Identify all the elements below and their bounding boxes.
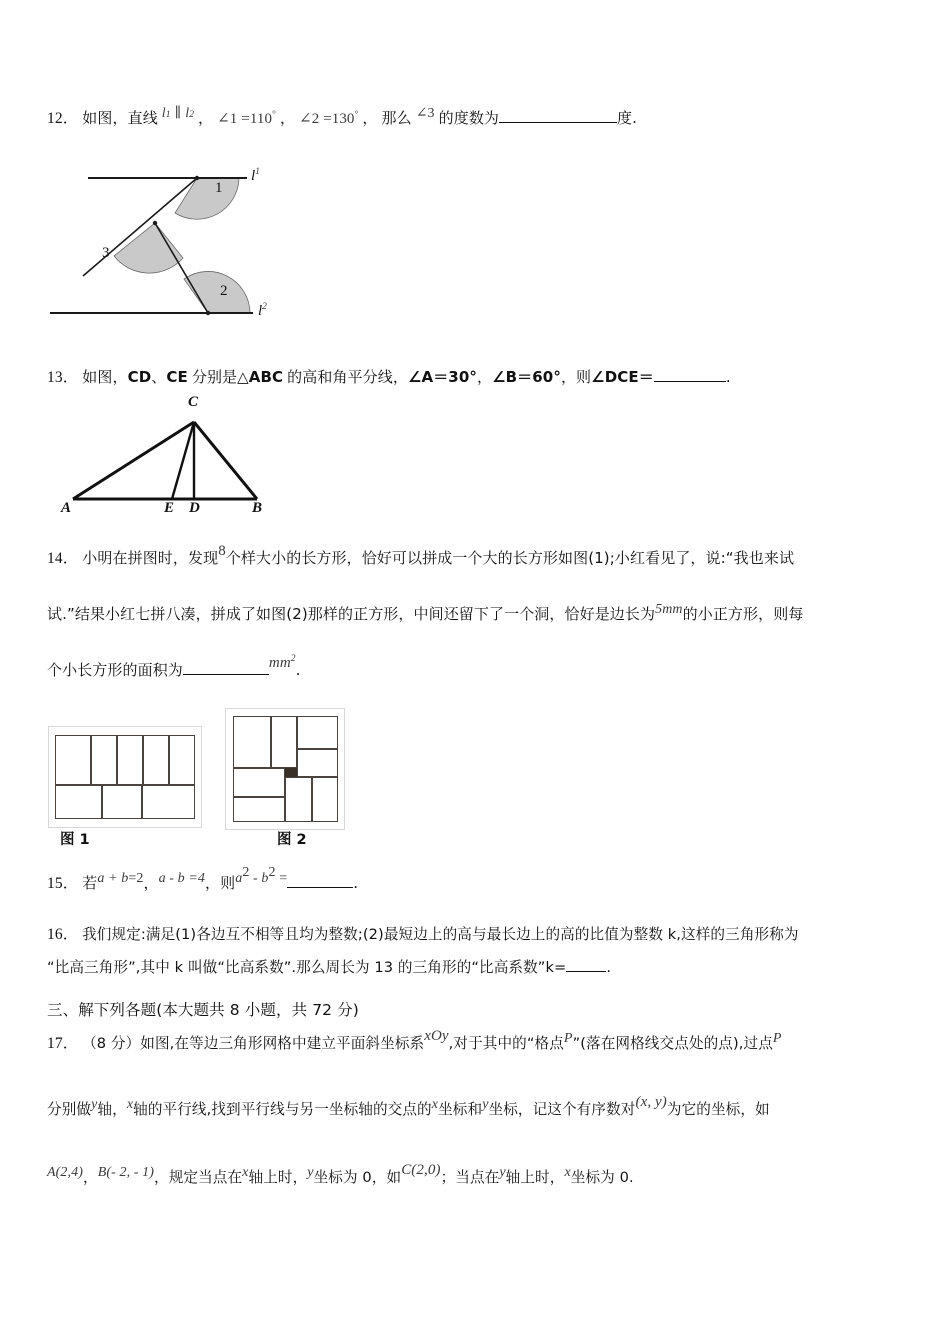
question-16-line-1	[47, 925, 799, 946]
question-14-line-1	[47, 543, 795, 570]
q14-number-label: 14．	[47, 550, 79, 567]
q12-unit: 度.	[617, 109, 637, 127]
q17-line2-part-d: 坐标和	[438, 1101, 483, 1118]
question-14-line-3	[47, 653, 301, 682]
q13-triangle-abc: △ABC	[237, 368, 284, 386]
q13-angle-a: ∠A＝30°	[407, 368, 477, 386]
vertex-label-b: B	[252, 500, 263, 516]
q17-line1-part-a: 如图,在等边三角形网格中建立平面斜坐标系	[140, 1035, 425, 1052]
q14-line3-part-b: .	[295, 661, 301, 679]
question-16-line-2	[47, 958, 611, 979]
fig2-cell-8	[312, 777, 338, 822]
q15-expression-1-lhs: a + b	[97, 871, 129, 887]
q17-point-p-2: P	[772, 1031, 782, 1046]
q17-line2-part-f: 为它的坐标，如	[666, 1101, 770, 1118]
q16-number-label: 16．	[47, 926, 79, 943]
q17-axis-y-1: y	[91, 1097, 98, 1112]
q12-line2-sub: 2	[189, 109, 195, 120]
q17-axis-x-1: x	[126, 1097, 134, 1112]
q15-expression-3-b: - b	[249, 871, 269, 887]
q17-line2-part-a: 分别做	[47, 1101, 92, 1118]
vertex-middle-dot	[153, 221, 157, 225]
q13-number-label: 13．	[47, 369, 79, 386]
q17-point-p-1: P	[563, 1031, 573, 1046]
q17-line1-part-c: ”(落在网格线交点处的点),过点	[572, 1035, 773, 1052]
q17-line2-part-c: 轴的平行线,找到平行线与另一坐标轴的交点的	[133, 1101, 432, 1118]
fig1-cell-1	[55, 735, 91, 785]
q17-line3-part-f: 坐标为 0.	[570, 1169, 634, 1186]
fig2-cell-6	[233, 797, 285, 822]
triangle-abc-figure	[55, 396, 280, 526]
vertex-label-e: E	[164, 500, 175, 516]
q17-axis-x-2: x	[431, 1097, 439, 1112]
q14-answer-blank[interactable]	[183, 674, 269, 675]
fig2-cell-1	[233, 716, 271, 768]
q14-hole-side-length: 5mm	[655, 602, 683, 617]
q15-answer-blank[interactable]	[287, 887, 353, 888]
q17-axis-y-4: y	[499, 1165, 506, 1180]
question-17-line-1	[47, 1028, 782, 1055]
q13-angle-dce: ∠DCE＝	[591, 368, 654, 386]
fig1-cell-5	[169, 735, 195, 785]
q13-comma-2: ，则	[560, 368, 592, 386]
fig1-cell-8	[142, 785, 195, 819]
angle-3-label: 3	[102, 245, 110, 261]
q13-part-3: 的高和角平分线，	[287, 368, 408, 386]
q17-axis-y-3: y	[307, 1165, 314, 1180]
line-l2-label: $l^2$	[258, 302, 267, 319]
angle-3-sector	[114, 223, 183, 273]
fig2-cell-7	[285, 777, 312, 822]
q15-expression-1-rhs: =2	[128, 871, 144, 887]
q17-points: （8 分）	[82, 1035, 141, 1052]
q13-period: .	[725, 368, 731, 386]
q13-cd: CD	[127, 368, 152, 386]
q13-part-1: 如图，	[82, 368, 128, 386]
vertex-label-a: A	[61, 500, 72, 516]
q17-line2-part-b: 轴，	[97, 1101, 127, 1118]
q12-comma-1: ，	[198, 109, 214, 127]
q14-rectangle-count: 8	[218, 543, 226, 559]
question-14-line-2	[47, 604, 803, 626]
q16-line2-part-b: .	[606, 959, 612, 976]
q12-line1-label: l	[161, 106, 166, 121]
angle-1-label: 1	[215, 180, 223, 196]
fig2-cell-3	[297, 716, 338, 749]
parallel-lines-figure	[45, 155, 290, 340]
q12-line1-sub: 1	[165, 109, 171, 120]
line-l1-label: $l^1$	[251, 167, 260, 184]
q15-period: .	[353, 874, 359, 893]
q14-unit-mm: mm	[268, 655, 291, 671]
question-13-text	[47, 367, 731, 389]
q16-answer-blank[interactable]	[566, 971, 606, 972]
fig2-cell-2	[271, 716, 297, 768]
q16-line2-part-a: “比高三角形”,其中 k 叫做“比高系数”.那么周长为 13 的三角形的“比高系数”k=	[47, 959, 567, 976]
q13-comma-1: ，	[476, 368, 493, 386]
fig1-cell-7	[102, 785, 142, 819]
q13-answer-blank[interactable]	[654, 381, 726, 382]
q13-ce: CE	[166, 368, 188, 386]
segment-cb	[194, 422, 257, 499]
figure-2-label: 图 2	[277, 832, 307, 848]
q17-line3-part-b: 轴上时，	[248, 1169, 308, 1186]
q14-line1-part-b: 个样大小的长方形，恰好可以拼成一个大的长方形如图(1);小红看见了，说:“我也来试	[225, 549, 795, 567]
q17-line1-part-b: ,对于其中的“格点	[448, 1035, 564, 1052]
q17-axis-x-3: x	[242, 1165, 249, 1180]
q12-comma-2: ，	[279, 109, 296, 127]
q12-angle2-value: ∠2 =130	[299, 111, 355, 127]
q12-line2-label: l	[185, 106, 190, 121]
angle-2-label: 2	[220, 283, 228, 299]
q15-expression-3-a: a	[235, 871, 243, 887]
q15-lead: 若	[82, 874, 98, 893]
vertex-bottom-dot	[206, 311, 210, 315]
q15-equals: =	[275, 871, 288, 887]
vertex-label-c: C	[188, 394, 199, 410]
q17-axis-y-2: y	[482, 1097, 489, 1112]
fig1-cell-6	[55, 785, 102, 819]
q17-comma-1: ，	[82, 1169, 98, 1186]
q12-number-label: 12．	[47, 110, 79, 127]
figure-2-container	[225, 708, 345, 830]
q17-line3-part-a: ，规定当点在	[154, 1169, 243, 1186]
parallel-symbol: ∥	[174, 106, 182, 121]
fig1-cell-4	[143, 735, 169, 785]
question-15-text	[47, 865, 359, 895]
q15-comma-2: ，则	[205, 874, 236, 893]
figure-1-container	[48, 726, 202, 828]
q17-line3-part-d: ；当点在	[440, 1169, 500, 1186]
q12-mid: 那么	[381, 109, 412, 127]
q17-line3-part-e: 轴上时，	[505, 1169, 565, 1186]
q17-axis-x-4: x	[564, 1165, 571, 1180]
q13-angle-b: ∠B＝60°	[492, 368, 561, 386]
q15-exponent-1: 2	[242, 865, 250, 880]
q15-comma-1: ，	[143, 874, 159, 893]
fig2-cell-5	[233, 768, 285, 797]
fig2-center-hole	[285, 768, 297, 777]
question-12-text	[47, 108, 637, 130]
q17-line2-part-e: 坐标，记这个有序数对	[488, 1101, 636, 1118]
fig1-cell-2	[91, 735, 117, 785]
q12-angle1-value: ∠1 =110	[217, 111, 273, 127]
q17-point-a: A(2,4)	[47, 1165, 83, 1180]
q17-point-b: B(- 2, - 1)	[97, 1165, 154, 1180]
section-heading	[47, 1000, 359, 1022]
q17-ordered-pair: (x, y)	[635, 1094, 667, 1110]
q17-point-c: C(2,0)	[401, 1162, 441, 1178]
q17-coordinate-system-label: xOy	[424, 1028, 449, 1044]
angle-2-sector	[184, 271, 250, 313]
q16-line1-text: 我们规定:满足(1)各边互不相等且均为整数;(2)最短边上的高与最长边上的高的比值为整数 k,这样的三角形称为	[82, 926, 799, 943]
q12-angle2-degree: °	[354, 109, 359, 120]
q15-exponent-2: 2	[268, 865, 276, 880]
vertex-top-dot	[195, 176, 199, 180]
q14-line1-part-a: 小明在拼图时，发现	[82, 549, 219, 567]
angle-1-sector	[175, 178, 239, 219]
q17-number-label: 17．	[47, 1035, 79, 1052]
q14-line3-part-a: 个小长方形的面积为	[47, 661, 183, 679]
q12-tail: 的度数为	[438, 109, 500, 127]
fig1-cell-3	[117, 735, 143, 785]
q12-answer-blank[interactable]	[499, 122, 617, 123]
section-heading-text: 三、解下列各题(本大题共 8 小题，共 72 分)	[47, 1001, 359, 1019]
fig2-cell-4	[297, 749, 338, 777]
q17-line3-part-c: 坐标为 0，如	[313, 1169, 402, 1186]
question-17-line-2	[47, 1094, 770, 1121]
q14-unit-exponent: 2	[290, 653, 296, 664]
q12-lead: 如图，直线	[82, 109, 158, 127]
q12-angle3: ∠3	[415, 106, 435, 121]
vertex-label-d: D	[189, 500, 200, 516]
q14-line2-part-a: 试.”结果小红七拼八凑，拼成了如图(2)那样的正方形，中间还留下了一个洞，恰好是边长为	[47, 605, 656, 623]
figure-1-label: 图 1	[60, 832, 90, 848]
q12-comma-3: ，	[362, 109, 378, 127]
q13-part-2: 分别是	[191, 368, 238, 386]
question-17-line-3	[47, 1162, 634, 1189]
q12-angle1-degree: °	[272, 109, 276, 120]
q15-number-label: 15．	[47, 875, 79, 893]
q13-separator: 、	[151, 368, 167, 386]
q14-line2-part-b: 的小正方形，则每	[682, 605, 804, 623]
q15-expression-2: a - b =4	[158, 871, 205, 887]
